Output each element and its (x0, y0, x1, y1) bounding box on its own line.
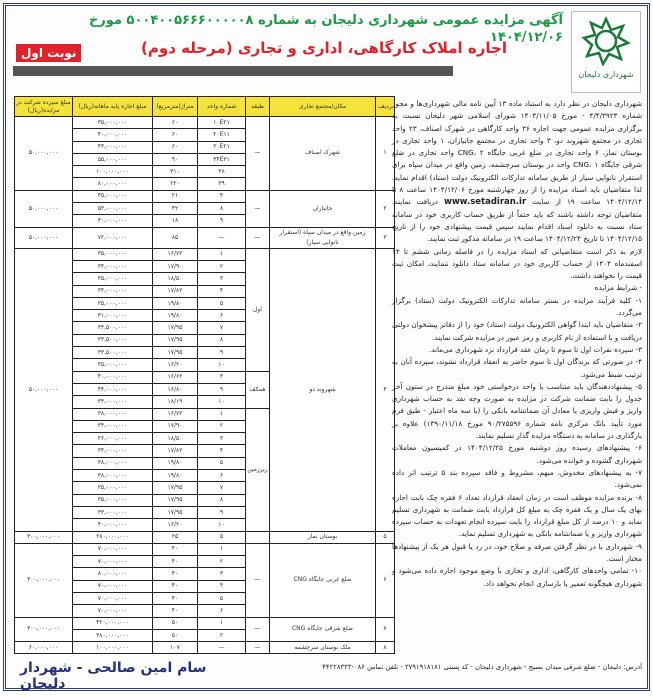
unit-number-cell: ۷ (198, 482, 246, 494)
base-rent-cell: ۷۰,۰۰۰,۰۰۰ (73, 543, 153, 555)
floor-cell: — (246, 190, 270, 227)
condition-item: ۱- کلیه فرآیند مزایده در بستر سامانه تدارکات الکترونیک دولت (ستاد) برگزار می‌گردد. (392, 295, 642, 318)
unit-number-cell: ۸ (198, 203, 246, 215)
place-cell: شهروند دو (270, 248, 376, 531)
area-cell: ۴۰ (153, 568, 198, 580)
area-cell: ۴۰ (153, 592, 198, 604)
place-cell: جانبازان (270, 190, 376, 227)
base-rent-cell: ۳۴,۰۰۰,۰۰۰ (73, 260, 153, 272)
base-rent-cell: ۳۵,۰۰۰,۰۰۰ (73, 297, 153, 309)
unit-number-cell: ۴ (198, 445, 246, 457)
base-rent-cell: ۳۶,۰۰۰,۰۰۰ (73, 433, 153, 445)
unit-number-cell: — (198, 227, 246, 248)
place-cell: زمین واقع در میدان سپاه (استقرار نانوایی سیار) (270, 227, 376, 248)
area-cell: ۶۰ (153, 141, 198, 153)
row-number-cell: ۶ (376, 543, 395, 617)
floor-cell: — (246, 117, 270, 191)
base-rent-cell: ۳۳,۵۰۰,۰۰۰ (73, 334, 153, 346)
area-cell: ۱۸/۱۹ (153, 396, 198, 408)
condition-item: ۱۰- تمامی واحدهای کارگاهی، اداری و تجاری با وضع موجود اجاره داده می‌شود و شهرداری هیچگونه تعمیر یا بازسازی انجام نخواهد داد. (392, 566, 642, 588)
header-area: متراژ(مترمربع) (153, 97, 198, 117)
unit-number-cell: ۲ (198, 260, 246, 272)
auction-table (14, 96, 395, 654)
unit-number-cell: ۳۰E۲۱ (198, 141, 246, 153)
unit-number-cell: ۳ (198, 568, 246, 580)
floor-cell: زیرزمین (246, 408, 270, 531)
area-cell: ۱۷/۹۰ (153, 260, 198, 272)
place-cell: بوستان نماز (270, 531, 376, 543)
base-rent-cell: ۴۵,۰۰۰,۰۰۰ (73, 190, 153, 202)
row-number-cell: ۵ (376, 531, 395, 543)
conditions-list (392, 295, 642, 590)
base-rent-cell: ۳۴,۰۰۰,۰۰۰ (73, 285, 153, 297)
unit-number-cell: ۱ (198, 408, 246, 420)
base-rent-cell: ۴۲۰,۰۰۰,۰۰۰ (73, 617, 153, 629)
header-divider (13, 66, 453, 76)
base-rent-cell: ۴۴,۰۰۰,۰۰۰ (73, 383, 153, 395)
header-place: مکان/مجتمع تجاری (270, 97, 376, 117)
place-cell: ملک بوستان سرچشمه (270, 642, 376, 654)
row-number-cell: ۴ (376, 248, 395, 531)
deposit-cell: ۳۰۰,۰۰۰,۰۰۰ (15, 531, 73, 543)
unit-number-cell: ۸ (198, 334, 246, 346)
area-cell: ۱۷/۸۲ (153, 445, 198, 457)
condition-item: ۵- پیشنهاددهندگان باید متناسب با واحد درخواستی خود مبلغ مندرج در ستون آخر جدول را بابت ضمانت شرکت در مزایده به صورت وجه نقد به حساب شهرداری واریز و فیش واریزی یا معادل آن ضمانتنامه بانکی را (با سه ماه اعتبار - طبق فرم مورد تأیید بانک مرکزی نامه شماره ۹۰/۲۷۵۵۹۶ مورخ ۱۳۹۰/۱۱/۱۸) علاوه بر بارگذاری در سامانه به دستگاه مزایده گذار تسلیم نمایند. (392, 381, 642, 441)
area-cell: ۱۶/۷۲ (153, 408, 198, 420)
area-cell: ۱۰۷ (153, 642, 198, 654)
deposit-cell: ۵۰,۰۰۰,۰۰۰ (15, 227, 73, 248)
base-rent-cell: ۱۰۰,۰۰۰,۰۰۰ (73, 166, 153, 178)
area-cell: ۱۶/۶۲ (153, 371, 198, 383)
row-number-cell: ۳ (376, 227, 395, 248)
condition-item: ۶- پیشنهادهای رسیده روز دوشنبه مورخ ۱۴۰۴/۱۲/۲۵ در کمیسیون معاملات شهرداری گشوده و خوانده می‌شود. (392, 443, 642, 465)
base-rent-cell: ۸۰,۰۰۰,۰۰۰ (73, 568, 153, 580)
condition-item: ۳- سپرده نفرات اول تا سوم تا زمان عقد قرارداد نزد شهرداری می‌ماند. (428, 344, 642, 354)
floor-cell: همکف (246, 371, 270, 408)
unit-number-cell: ۲۰E۱۱ (198, 129, 246, 141)
unit-number-cell: ۵ (198, 457, 246, 469)
condition-item: ۹- شهرداری با در نظر گرفتن صرفه و صلاح خود، در رد یا قبول هر یک از پیشنهادها مختار است. (392, 541, 642, 563)
unit-number-cell: ۹ (198, 347, 246, 359)
row-number-cell: ۷ (376, 617, 395, 642)
table-body (15, 117, 395, 654)
municipality-logo (571, 11, 641, 93)
intro-text-b: دریافت نمایند. متقاضیان توجه داشته باشند که باید حتماً از طریق حساب کاربری خود در سامانه ستاد نسبت به دانلود اسناد اقدام نمایند سپس قیمت پیشنهادی خود را از تاریخ ۱۴۰۴/۱۲/۱۵ تا تاریخ ۱۴۰۴/۱۲/۲۴ ساعت ۱۹ در سامانه مذکور ثبت نمایند. (392, 197, 642, 244)
deposit-cell: ۳۰۰,۰۰۰,۰۰۰ (15, 543, 73, 617)
unit-number-cell: ۷ (198, 322, 246, 334)
base-rent-cell: ۳۴,۰۰۰,۰۰۰ (73, 420, 153, 432)
unit-number-cell: — (198, 642, 246, 654)
base-rent-cell: ۳۰,۰۰۰,۰۰۰ (73, 215, 153, 227)
area-cell: ۱۶/۲۰ (153, 359, 198, 371)
place-cell: ضلع شرقی جایگاه CNG (270, 617, 376, 642)
table-row (15, 227, 395, 248)
base-rent-cell: ۴۰,۰۰۰,۰۰۰ (73, 371, 153, 383)
unit-number-cell: ۳ (198, 273, 246, 285)
floor-cell: — (246, 227, 270, 248)
table-header-row (15, 97, 395, 117)
area-cell: ۲۱ (153, 190, 198, 202)
floor-cell: — (246, 617, 270, 642)
area-cell: ۱۹/۸۰ (153, 470, 198, 482)
base-rent-cell: ۳۵,۰۰۰,۰۰۰ (73, 482, 153, 494)
area-cell: ۲۵ (153, 531, 198, 543)
area-cell: ۱۶/۲۰ (153, 519, 198, 531)
condition-item: ۷- به پیشنهادهای مخدوش، مبهم، مشروط و فاقد سپرده بند ۵ ترتیب اثر داده نمی‌شود. (392, 467, 642, 490)
unit-number-cell: ۲ (198, 420, 246, 432)
footer-address: آدرس: دلیجان - ضلع شرقی میدان بسیج - شهرداری دلیجان - کد پستی ۳۷۹۱۹۱۸۱۸۱ - تلفن تماس ۰۸۶-۴۴۲۲۸۳۳۳ (322, 663, 642, 671)
area-cell: ۱۷/۹۵ (153, 482, 198, 494)
base-rent-cell: ۷۲,۰۰۰,۰۰۰ (73, 227, 153, 248)
table-row (15, 543, 395, 555)
base-rent-cell: ۳۴,۰۰۰,۰۰۰ (73, 396, 153, 408)
ad-body-text (392, 98, 642, 590)
unit-number-cell: ۶ (198, 470, 246, 482)
unit-number-cell: ۳۸ (198, 166, 246, 178)
base-rent-cell: ۳۸۰,۰۰۰,۰۰۰ (73, 629, 153, 641)
ad-subtitle: اجاره املاک کارگاهی، اداری و تجاری (مرحله دوم) (141, 39, 507, 57)
unit-number-cell: ۱۰E۲۱ (198, 117, 246, 129)
deposit-cell: ۶۰,۰۰۰,۰۰۰ (15, 642, 73, 654)
base-rent-cell: ۸۰,۰۰۰,۰۰۰ (73, 178, 153, 190)
condition-item: ۲- متقاضیان باید ابتدا گواهی الکترونیک دولت (ستاد) خود را از دفاتر پیشخوان دولتی دریافت و با استفاده از نام کاربری و رمز عبور در مزایده شرکت نمایند. (392, 320, 642, 342)
area-cell: ۱۷/۹۵ (153, 494, 198, 506)
area-cell: ۳۱۰ (153, 166, 198, 178)
base-rent-cell: ۷۰,۰۰۰,۰۰۰ (73, 605, 153, 617)
unit-number-cell: ۴ (198, 285, 246, 297)
deposit-cell: ۵۰,۰۰۰,۰۰۰ (15, 117, 73, 191)
base-rent-cell: ۳۳,۵۰۰,۰۰۰ (73, 322, 153, 334)
row-number-cell: ۱ (376, 117, 395, 191)
unit-number-cell: ۵ (198, 297, 246, 309)
table-row (15, 117, 395, 129)
base-rent-cell: ۳۳,۰۰۰,۰۰۰ (73, 506, 153, 518)
base-rent-cell: ۴۰,۰۰۰,۰۰۰ (73, 129, 153, 141)
base-rent-cell: ۳۵,۰۰۰,۰۰۰ (73, 117, 153, 129)
unit-number-cell: ۱۰ (198, 359, 246, 371)
base-rent-cell: ۷۰,۰۰۰,۰۰۰ (73, 592, 153, 604)
area-cell: ۴۰ (153, 605, 198, 617)
area-cell: ۴۰ (153, 543, 198, 555)
area-cell: ۹۰ (153, 153, 198, 165)
row-number-cell: ۲ (376, 190, 395, 227)
base-rent-cell: ۳۵,۰۰۰,۰۰۰ (73, 494, 153, 506)
place-cell: شهرک اصناف (270, 117, 376, 191)
base-rent-cell: ۷۰,۰۰۰,۰۰۰ (73, 556, 153, 568)
mayor-signature: سام امین صالحی - شهردار دلیجان (20, 660, 207, 692)
table-row (15, 642, 395, 654)
unit-number-cell: ۱۰ (198, 519, 246, 531)
place-cell: ضلع غربی جایگاه CNG (270, 543, 376, 617)
header-row-no: ردیف (376, 97, 395, 117)
area-cell: ۱۹/۸۰ (153, 310, 198, 322)
area-cell: ۱۷/۹۵ (153, 506, 198, 518)
unit-number-cell: ۱۰ (198, 396, 246, 408)
base-rent-cell: ۵۳,۰۰۰,۰۰۰ (73, 203, 153, 215)
base-rent-cell: ۱۰۰,۰۰۰,۰۰۰ (73, 642, 153, 654)
area-cell: ۱۸/۵۰ (153, 433, 198, 445)
unit-number-cell: ۵ (198, 531, 246, 543)
area-cell: ۱۸ (153, 215, 198, 227)
area-cell: ۱۹/۸۰ (153, 297, 198, 309)
area-cell: ۱۷/۸۲ (153, 285, 198, 297)
table-row (15, 531, 395, 543)
unit-number-cell: ۳ (198, 433, 246, 445)
table-row (15, 617, 395, 629)
base-rent-cell: ۳۵,۰۰۰,۰۰۰ (73, 273, 153, 285)
unit-number-cell: ۶ (198, 605, 246, 617)
round-badge: نوبت اول (16, 44, 81, 62)
condition-item: ۴- در صورتی که برندگان اول تا سوم حاضر به انعقاد قرارداد نشوند، سپرده آنان به ترتیب ضبط می‌شود. (392, 357, 642, 379)
base-rent-cell: ۳۸,۰۰۰,۰۰۰ (73, 408, 153, 420)
base-rent-cell: ۳۱,۰۰۰,۰۰۰ (73, 310, 153, 322)
condition-item: ۸- برنده مزایده موظف است در زمان انعقاد قرارداد تعداد ۶ فقره چک بابت اجاره بهای یک سال و یک فقره چک به مبلغ کل قرارداد بابت ضمانت به شهرداری تسلیم نماید و ۱۰ درصد از کل مبلغ قرارداد را بابت سپرده انجام تعهدات به حساب سپرده شهرداری واریز و یا ضمانتنامه بانکی به شهرداری تسلیم نماید. (392, 492, 642, 539)
floor-cell: — (246, 642, 270, 654)
unit-number-cell: ۴ (198, 580, 246, 592)
base-rent-cell: ۳۵,۰۰۰,۰۰۰ (73, 359, 153, 371)
base-rent-cell: ۲۸۰,۰۰۰,۰۰۰ (73, 531, 153, 543)
base-rent-cell: ۵۵,۰۰۰,۰۰۰ (73, 153, 153, 165)
area-cell: ۶۰ (153, 129, 198, 141)
floor-cell: — (246, 543, 270, 617)
area-cell: ۱۷/۹۵ (153, 347, 198, 359)
header-unit: شماره واحد (198, 97, 246, 117)
base-rent-cell: ۳۸,۰۰۰,۰۰۰ (73, 457, 153, 469)
setadiran-link[interactable]: www.setadiran.ir (443, 197, 527, 208)
area-cell: ۵۰ (153, 629, 198, 641)
area-cell: ۱۹/۸۰ (153, 457, 198, 469)
area-cell: ۴۰ (153, 556, 198, 568)
ad-title: آگهی مزایده عمومی شهرداری دلیجان به شماره ۵۰۰۴۰۰۵۶۶۶۰۰۰۰۰۸ مورخ ۱۴۰۴/۱۲/۰۶ (88, 13, 563, 45)
unit-number-cell: ۳ (198, 371, 246, 383)
ad-frame (3, 3, 650, 691)
area-cell: ۱۷/۹۰ (153, 420, 198, 432)
table-row (15, 190, 395, 202)
intro-paragraph (392, 98, 642, 246)
area-cell: ۱۶/۸۰ (153, 383, 198, 395)
floor-cell: اول (246, 248, 270, 371)
area-cell: ۶۰ (153, 117, 198, 129)
unit-number-cell: ۲ (198, 556, 246, 568)
unit-number-cell: ۳۴E۳۱ (198, 153, 246, 165)
deposit-cell: ۵۰,۰۰۰,۰۰۰ (15, 190, 73, 227)
unit-number-cell: ۱ (198, 248, 246, 260)
unit-number-cell: ۹ (198, 383, 246, 395)
logo-text: شهرداری دلیجان (578, 70, 634, 79)
unit-number-cell: ۲ (198, 629, 246, 641)
area-cell: ۱۷/۹۵ (153, 334, 198, 346)
conditions-title: - شرایط مزایده (594, 283, 642, 293)
unit-number-cell: ۳۹ (198, 178, 246, 190)
unit-number-cell: ۵ (198, 592, 246, 604)
area-cell: ۴۰ (153, 580, 198, 592)
area-cell: ۴۲ (153, 203, 198, 215)
area-cell: ۱۶/۷۲ (153, 248, 198, 260)
intro-text-a: شهرداری دلیجان در نظر دارد به استناد ماده ۱۳ آیین نامه مالی شهرداری‌ها و مجوز شماره ۴/۴/۳۹۲۳ - مورخ ۱۴۰۴/۱۱/۰۵ شورای اسلامی شهر دلیجان نسبت به برگزاری مزایده عمومی جهت اجاره ۳۶ واحد کارگاهی در شهرک اصناف، ۲۳ واحد تجاری در مجتمع شهروند دو، ۳ واحد تجاری در مجتمع جانبازان، ۱ واحد تجاری در بوستان نماز، ۶ واحد تجاری در ضلع غربی جایگاه CNG، ۲ واحد تجاری در ضلع شرقی جایگاه CNG، ۱ واحد در بوستان سرچشمه، زمین واقع در میدان سپاه برای استقرار نانوایی سیار از طریق سامانه تدارکات الکترونیک دولت (ستاد) اقدام نماید. لذا متقاضیان باید اسناد مزایده را از روز چهارشنبه مورخ ۱۴۰۴/۱۲/۰۶ ساعت ۸ تا ۱۴۰۴/۱۲/۱۴ ساعت ۱۹ از سایت (392, 99, 643, 207)
area-cell: ۸۵ (153, 227, 198, 248)
table-row (15, 248, 395, 260)
header-floor: طبقه (246, 97, 270, 117)
unit-number-cell: ۶ (198, 310, 246, 322)
deposit-cell: ۳۰۰,۰۰۰,۰۰۰ (15, 617, 73, 642)
base-rent-cell: ۷۰,۰۰۰,۰۰۰ (73, 580, 153, 592)
base-rent-cell: ۳۵,۰۰۰,۰۰۰ (73, 248, 153, 260)
row-number-cell: ۸ (376, 642, 395, 654)
unit-number-cell: ۹ (198, 215, 246, 227)
unit-number-cell: ۹ (198, 506, 246, 518)
deposit-cell: ۵۰,۰۰۰,۰۰۰ (15, 248, 73, 531)
area-cell: ۵۰ (153, 617, 198, 629)
unit-number-cell: ۱ (198, 543, 246, 555)
unit-number-cell: ۱ (198, 617, 246, 629)
floor-cell (246, 531, 270, 543)
unit-number-cell: ۸ (198, 494, 246, 506)
base-rent-cell: ۳۴,۰۰۰,۰۰۰ (73, 445, 153, 457)
unit-number-cell: ۴ (198, 190, 246, 202)
header-deposit: مبلغ سپرده شرکت در مزایده(ریال) (15, 97, 73, 117)
logo-emblem-icon (581, 16, 631, 66)
base-rent-cell: ۳۳,۵۰۰,۰۰۰ (73, 347, 153, 359)
note-paragraph: لازم به ذکر است متقاضیانی که اسناد مزایده را در فاصله زمانی ششم تا ۱۴ اسفندماه ۱۴۰۴ از حساب کاربری خود در سامانه ستاد دانلود ننمایند، امکان ثبت قیمت را نخواهند داشت. (392, 246, 642, 281)
area-cell: ۱۷/۹۵ (153, 322, 198, 334)
base-rent-cell: ۴۰,۰۰۰,۰۰۰ (73, 519, 153, 531)
base-rent-cell: ۳۸,۰۰۰,۰۰۰ (73, 470, 153, 482)
base-rent-cell: ۴۳,۰۰۰,۰۰۰ (73, 141, 153, 153)
area-cell: ۲۲۰ (153, 178, 198, 190)
area-cell: ۱۸/۵۰ (153, 273, 198, 285)
header-rent: مبلغ اجاره پایه ماهانه(ریال) (73, 97, 153, 117)
